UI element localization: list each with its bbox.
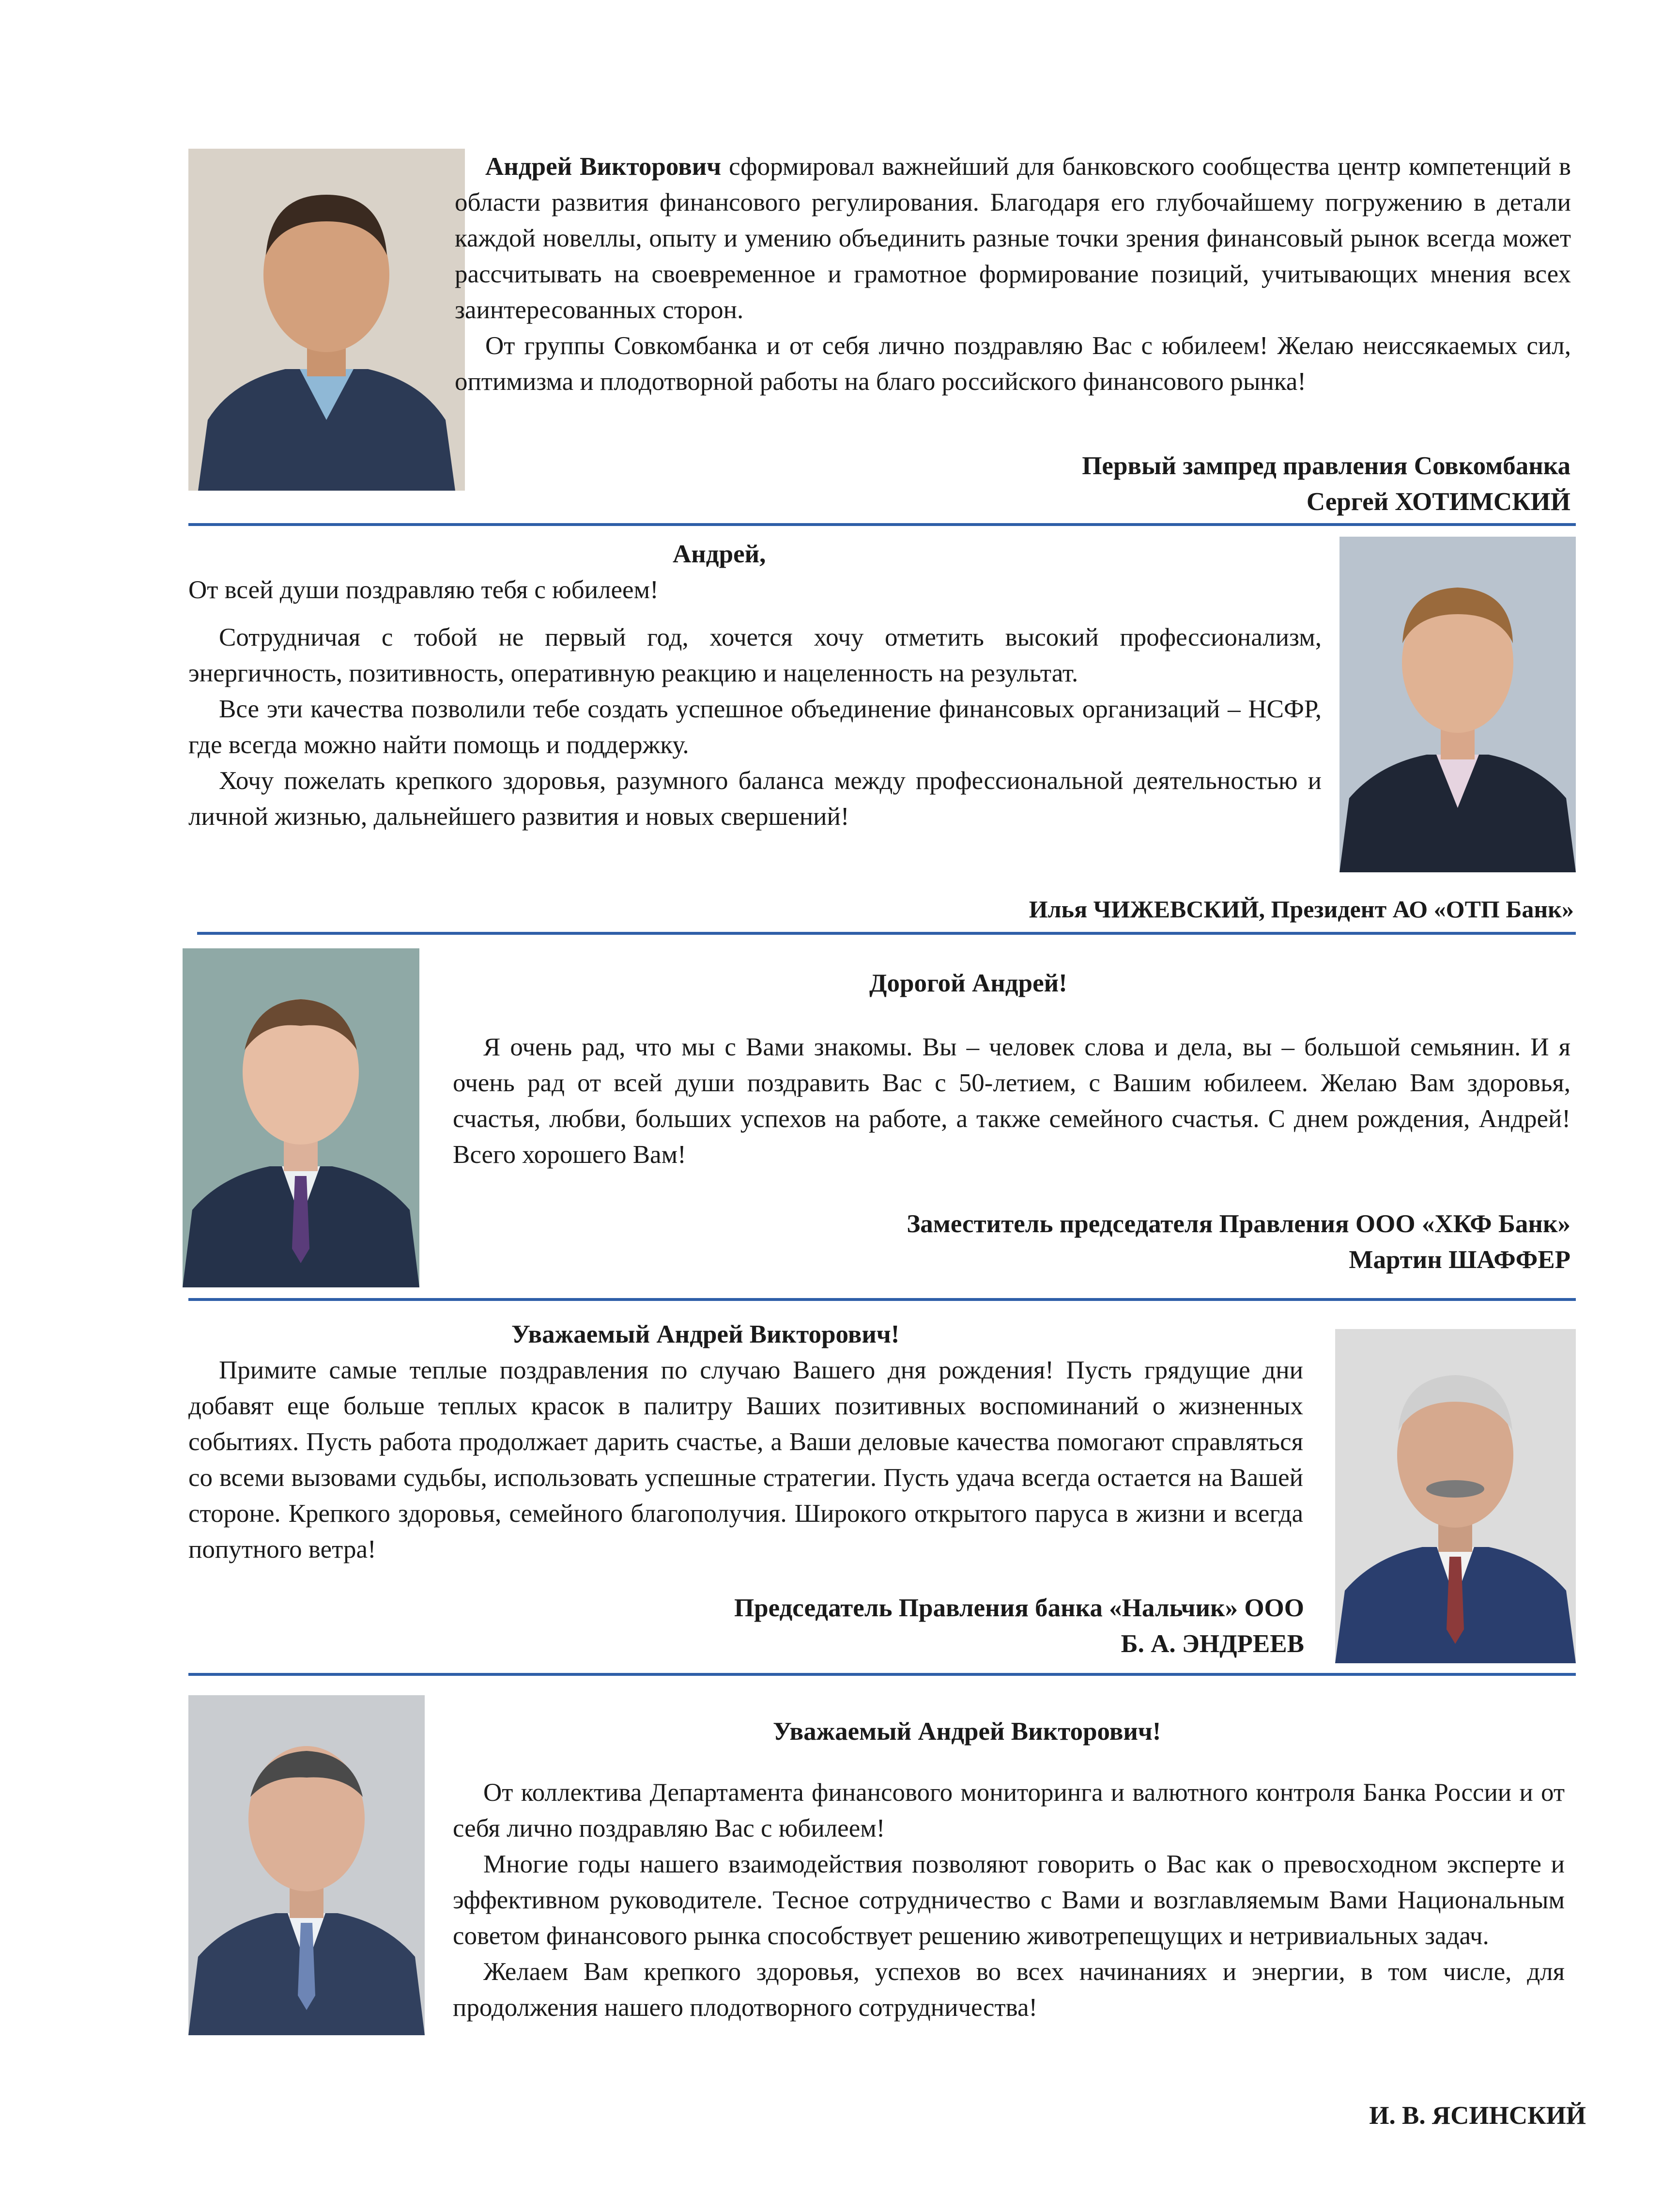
signature-name: Б. А. ЭНДРЕЕВ	[1121, 1630, 1304, 1658]
paragraph	[455, 149, 1571, 328]
paragraph: Желаем Вам крепкого здоровья, успехов во всех начинаниях и энергии, в том числе, для продолжения нашего плодотворного сотрудничества!	[453, 1958, 1565, 2022]
paragraph: Все эти качества позволили тебе создать успешное объединение финансовых организаций – НСФР, где всегда можно найти помощь и поддержку.	[188, 695, 1322, 759]
signature-title: Заместитель председателя Правления ООО «ХКФ Банк»	[907, 1210, 1570, 1238]
letter-yasinsky-body	[453, 1775, 1565, 2026]
paragraph: Я очень рад, что мы с Вами знакомы. Вы – человек слова и дела, вы – большой семьянин. И я очень рад от всей души поздравить Вас с 50-летием, с Вашим юбилеем. Желаю Вам здоровья, счастья, любви, больших успехов на работе, а также семейного счастья. С днем рождения, Андрей! Всего хорошего Вам!	[453, 1033, 1570, 1169]
paragraph: От группы Совкомбанка и от себя лично поздравляю Вас с юбилеем! Желаю неиссякаемых сил, оптимизма и плодотворной работы на благо российского финансового рынка!	[455, 332, 1571, 396]
letter-heading: Дорогой Андрей!	[869, 969, 1067, 997]
portrait-photo-yasinsky	[188, 1695, 425, 2035]
signature-title: Первый зампред правления Совкомбанка	[1082, 452, 1570, 480]
letter-schaffer-body	[453, 1029, 1570, 1173]
paragraph: Примите самые теплые поздравления по случаю Вашего дня рождения! Пусть грядущие дни добавят еще больше теплых красок в палитру Ваших позитивных воспоминаний о жизненных событиях. Пусть работа продолжает дарить счастье, а Ваши деловые качества помогают справляться со всеми вызовами судьбы, использовать успешные стратегии. Пусть удача всегда остается на Вашей стороне. Крепкого здоровья, семейного благополучия. Широкого открытого паруса в жизни и всегда попутного ветра!	[188, 1356, 1303, 1563]
addressee-name: Андрей Викторович	[485, 153, 722, 181]
paragraph-text: сформировал важнейший для банковского сообщества центр компетенций в области развития финансового регулирования. Благодаря его глубочайшему погружению в детали каждой новеллы, опыту и умению объединить разные точки зрения финансовый рынок всегда может рассчитывать на своевременное и грамотное формирование позиций, учитывающих мнения всех заинтересованных сторон.	[455, 153, 1571, 324]
paragraph: Многие годы нашего взаимодействия позволяют говорить о Вас как о превосходном эксперте и эффективном руководителе. Тесное сотрудничество с Вами и возглавляемым Вами Национальным советом финансового рынка способствует решению животрепещущих и нетривиальных задач.	[453, 1850, 1565, 1950]
signature-title: Председатель Правления банка «Нальчик» ООО	[734, 1594, 1304, 1622]
section-divider	[197, 932, 1576, 935]
letter-heading: Уважаемый Андрей Викторович!	[773, 1717, 1161, 1746]
signature-name: Мартин ШАФФЕР	[1349, 1246, 1570, 1274]
letter-heading: Уважаемый Андрей Викторович!	[511, 1320, 900, 1348]
paragraph: Хочу пожелать крепкого здоровья, разумного баланса между профессиональной деятельностью и личной жизнью, дальнейшего развития и новых свершений!	[188, 767, 1322, 831]
portrait-photo-chizhevsky	[1339, 537, 1576, 872]
signature-name-title: Илья ЧИЖЕВСКИЙ, Президент АО «ОТП Банк»	[1029, 896, 1574, 923]
section-divider	[188, 1298, 1576, 1301]
portrait-photo-schaffer	[183, 948, 419, 1287]
portrait-photo-khotimsky	[188, 149, 465, 491]
paragraph: От коллектива Департамента финансового мониторинга и валютного контроля Банка России и от себя лично поздравляю Вас с юбилеем!	[453, 1779, 1565, 1842]
signature-name: Сергей ХОТИМСКИЙ	[1306, 488, 1570, 516]
paragraph: Сотрудничая с тобой не первый год, хочется хочу отметить высокий профессионализм, энергичность, позитивность, оперативную реакцию и нацеленность на результат.	[188, 623, 1322, 687]
section-divider	[188, 1673, 1576, 1676]
portrait-photo-endreev	[1335, 1329, 1576, 1663]
greeting: От всей души поздравляю тебя с юбилеем!	[188, 576, 659, 604]
signature-name: И. В. ЯСИНСКИЙ	[1369, 2102, 1586, 2130]
letter-chizhevsky-body	[188, 572, 1322, 835]
letter-endreev-body	[188, 1352, 1303, 1567]
letter-khotimsky-body	[455, 149, 1571, 400]
letter-heading: Андрей,	[673, 540, 766, 568]
section-divider	[188, 523, 1576, 526]
